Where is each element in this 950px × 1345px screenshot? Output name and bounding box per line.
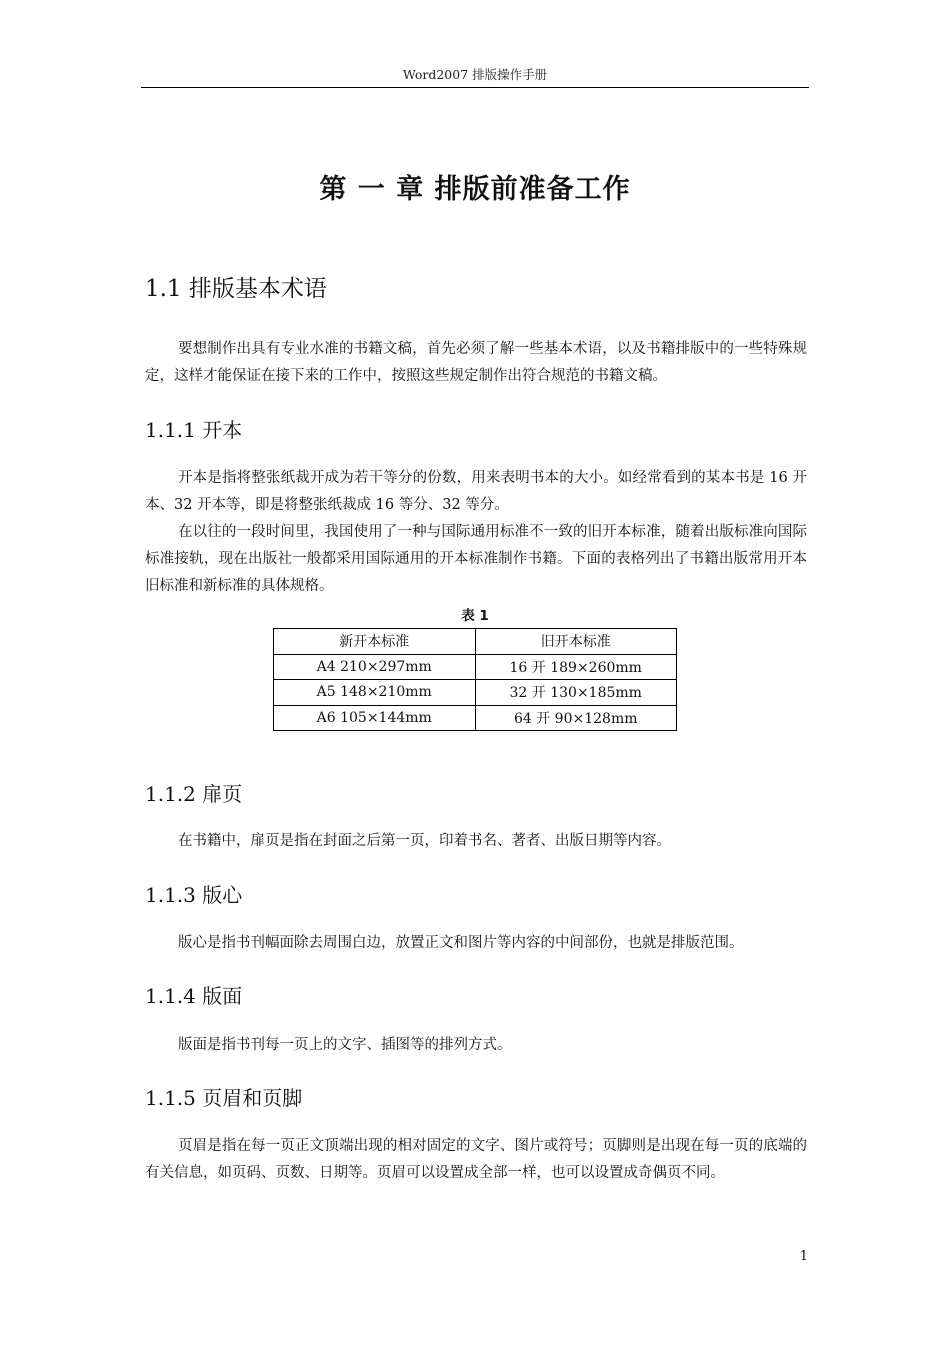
table-row <box>274 654 677 680</box>
section-1-1-1-paragraph-2: 在以往的一段时间里，我国使用了一种与国际通用标准不一致的旧开本标准，随着出版标准向国际标准接轨，现在出版社一般都采用国际通用的开本标准制作书籍。下面的表格列出了书籍出版常用开本旧标准和新标准的具体规格。 <box>145 524 807 594</box>
section-1-1-3-paragraph: 版心是指书刊幅面除去周围白边，放置正文和图片等内容的中间部份，也就是排版范围。 <box>178 935 744 951</box>
table-cell: A5 148×210mm <box>274 680 476 706</box>
table-cell: A4 210×297mm <box>274 654 476 680</box>
section-heading-1-1: 1.1 排版基本术语 <box>145 276 327 302</box>
table-cell: 32 开 130×185mm <box>475 680 677 706</box>
section-heading-1-1-1: 1.1.1 开本 <box>145 418 243 442</box>
table-caption: 表 1 <box>461 608 489 624</box>
table-header-cell: 新开本标准 <box>274 629 476 655</box>
page-header: Word2007 排版操作手册 <box>402 67 548 82</box>
section-heading-1-1-2: 1.1.2 扉页 <box>145 782 243 806</box>
section-1-1-5-paragraph: 页眉是指在每一页正文顶端出现的相对固定的文字、图片或符号；页脚则是出现在每一页的底端的有关信息，如页码、页数、日期等。页眉可以设置成全部一样，也可以设置成奇偶页不同。 <box>145 1138 807 1181</box>
header-rule <box>141 87 809 88</box>
table-header-row <box>274 629 677 655</box>
table-row <box>274 705 677 731</box>
section-heading-1-1-3: 1.1.3 版心 <box>145 883 243 907</box>
section-heading-1-1-5: 1.1.5 页眉和页脚 <box>145 1086 303 1110</box>
paper-size-table <box>273 628 677 731</box>
section-heading-1-1-4: 1.1.4 版面 <box>145 984 243 1008</box>
table-cell: 64 开 90×128mm <box>475 705 677 731</box>
chapter-title: 第 一 章 排版前准备工作 <box>319 174 631 205</box>
section-1-1-paragraph: 要想制作出具有专业水准的书籍文稿，首先必须了解一些基本术语，以及书籍排版中的一些特殊规定，这样才能保证在接下来的工作中，按照这些规定制作出符合规范的书籍文稿。 <box>145 341 807 384</box>
page-number: 1 <box>799 1249 808 1264</box>
table-header-cell: 旧开本标准 <box>475 629 677 655</box>
table-cell: 16 开 189×260mm <box>475 654 677 680</box>
section-1-1-4-paragraph: 版面是指书刊每一页上的文字、插图等的排列方式。 <box>178 1037 512 1053</box>
table-cell: A6 105×144mm <box>274 705 476 731</box>
table-row <box>274 680 677 706</box>
section-1-1-1-paragraph-1: 开本是指将整张纸裁开成为若干等分的份数，用来表明书本的大小。如经常看到的某本书是 16 开本、32 开本等，即是将整张纸裁成 16 等分、32 等分。 <box>145 470 807 513</box>
section-1-1-2-paragraph: 在书籍中，扉页是指在封面之后第一页，印着书名、著者、出版日期等内容。 <box>178 833 671 849</box>
